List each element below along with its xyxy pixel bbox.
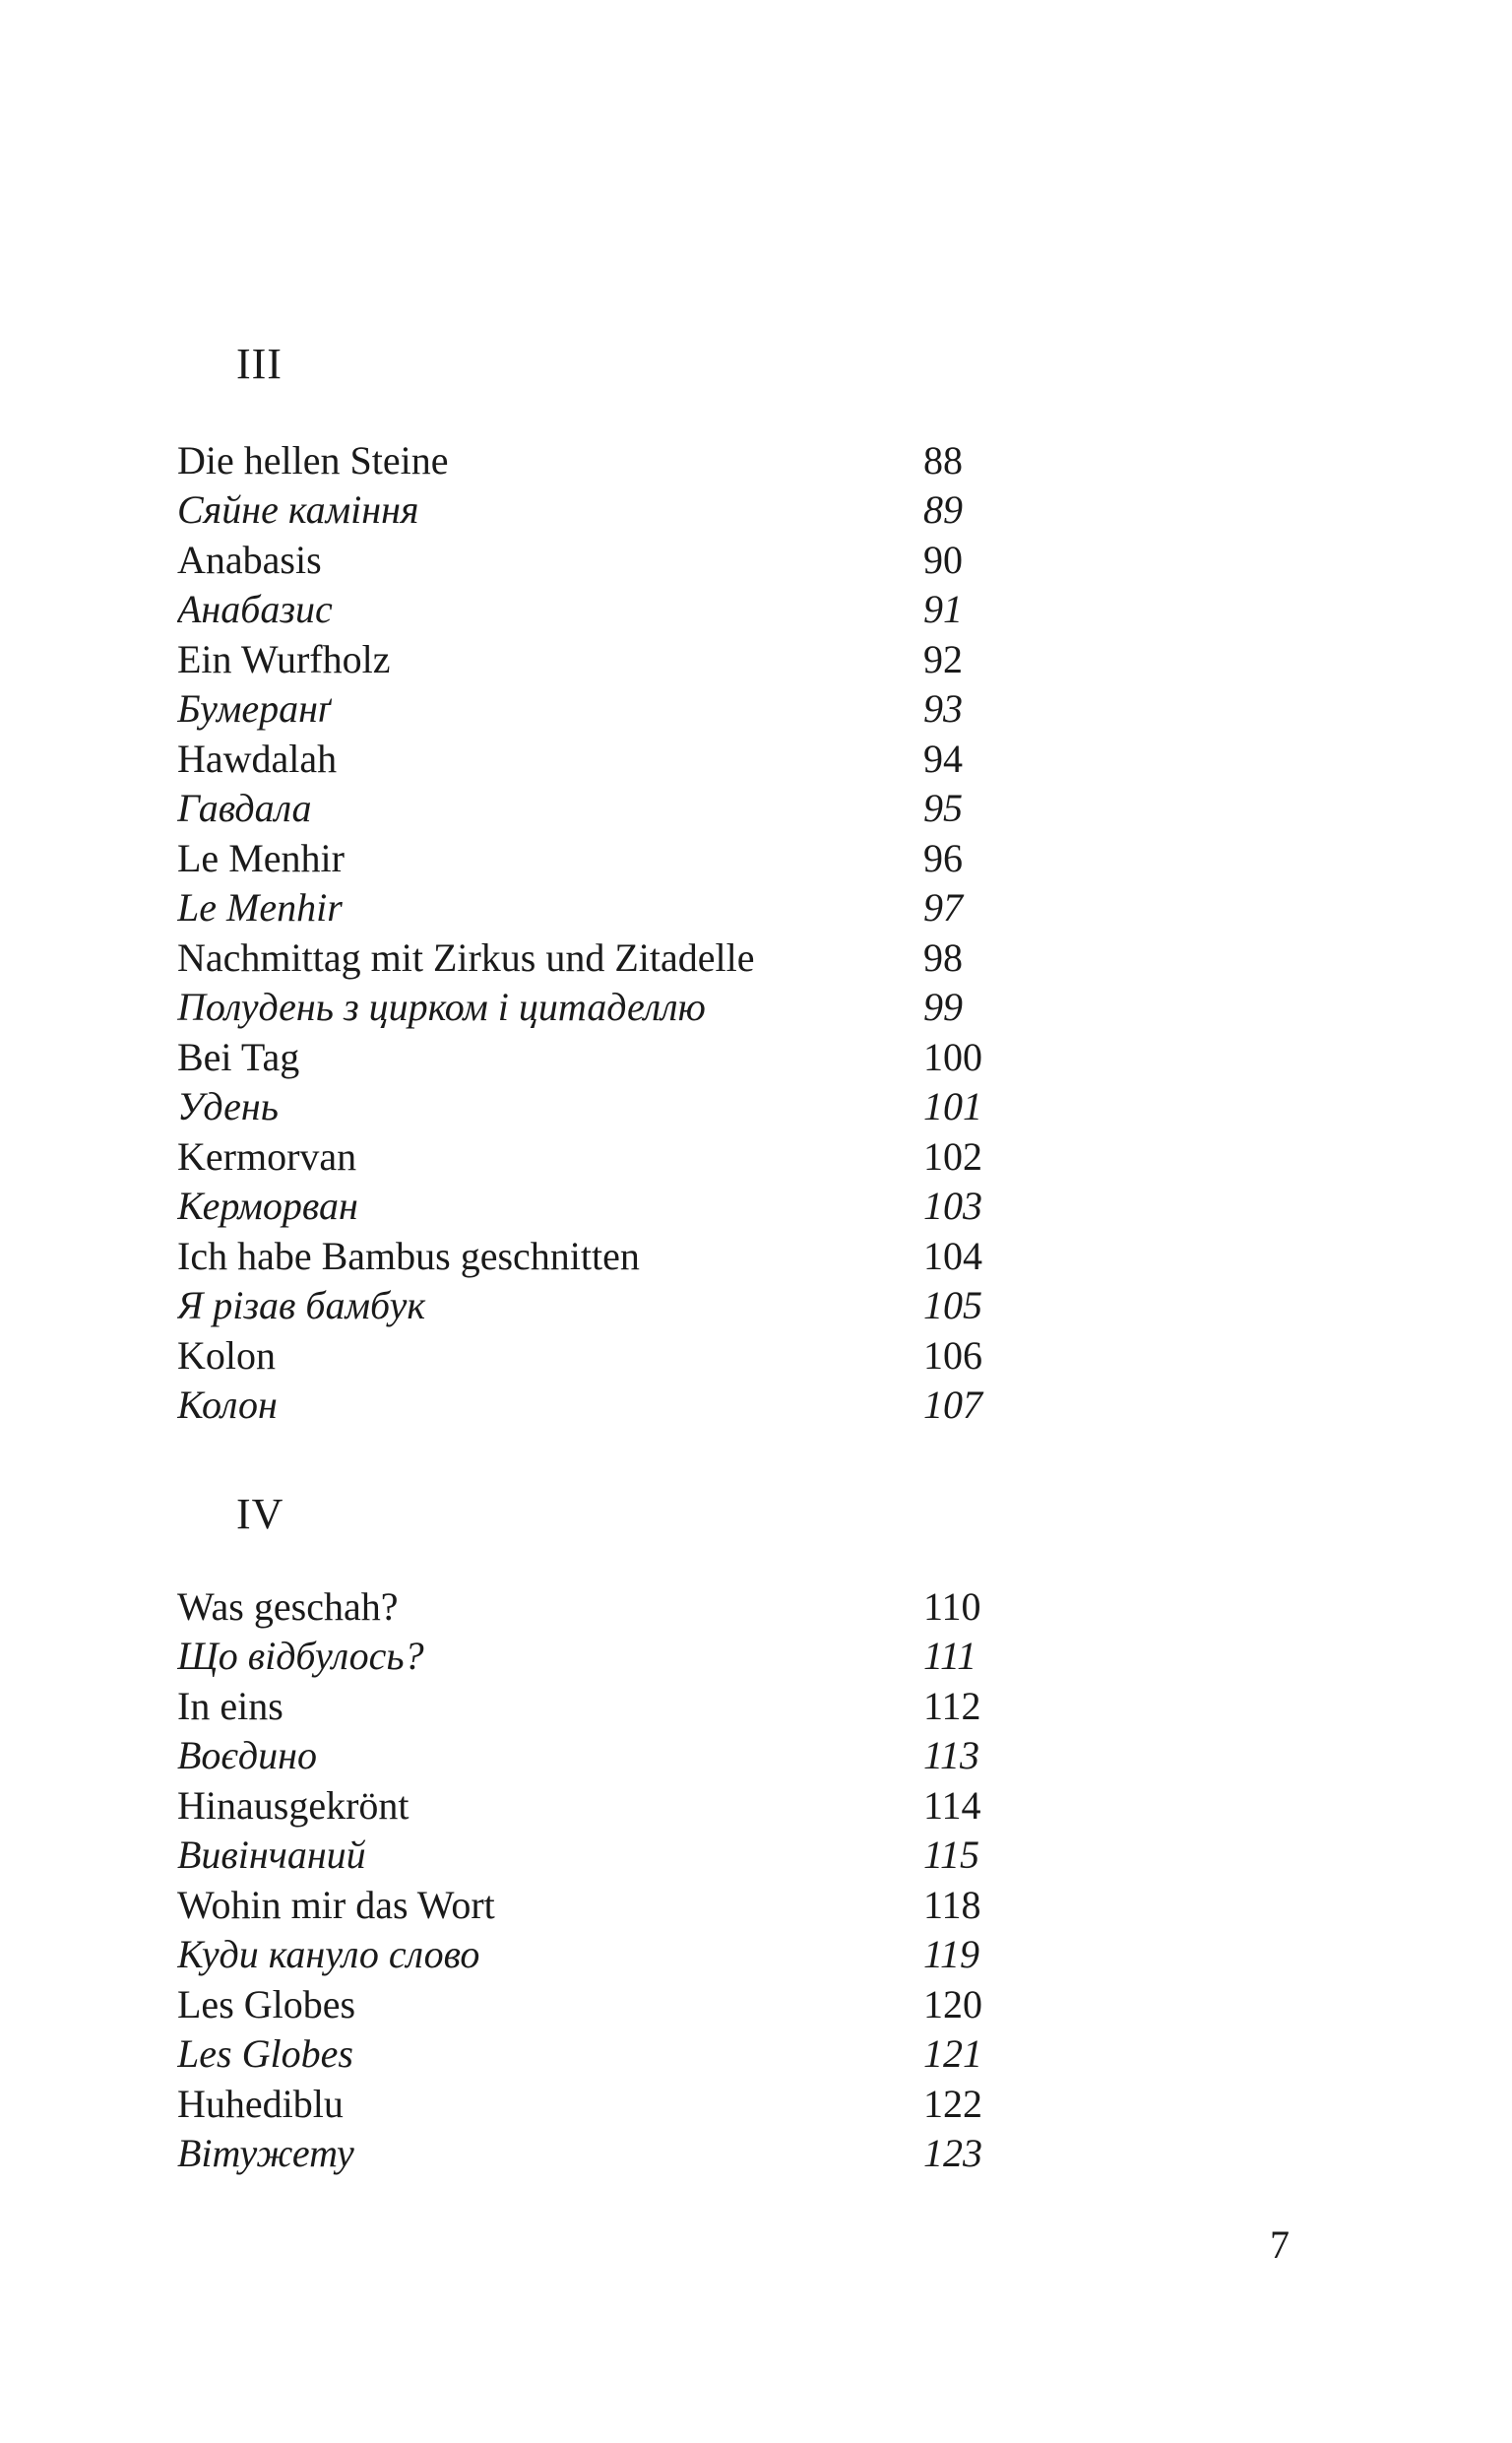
toc-entry-title: Les Globes — [177, 2031, 353, 2077]
section-heading-iv: IV — [236, 1490, 284, 1538]
toc-entry — [177, 585, 1024, 635]
toc-entry-page-number: 98 — [923, 934, 963, 980]
toc-entry-title: Anabasis — [177, 537, 322, 582]
toc-list-section-iii — [177, 435, 1024, 1430]
toc-entry — [177, 1731, 1024, 1781]
toc-entry — [177, 2129, 1024, 2179]
toc-entry — [177, 1681, 1024, 1731]
toc-entry-title: Hawdalah — [177, 736, 338, 781]
toc-entry — [177, 983, 1024, 1033]
toc-entry-title: Полудень з цирком і цитаделлю — [177, 985, 706, 1030]
toc-entry-title: Я різав бамбук — [177, 1283, 426, 1328]
toc-entry — [177, 1131, 1024, 1182]
toc-entry — [177, 1182, 1024, 1232]
toc-entry-title: Сяйне каміння — [177, 487, 419, 533]
toc-entry-title: Kermorvan — [177, 1133, 357, 1179]
toc-entry — [177, 1381, 1024, 1431]
toc-entry-title: Вивінчаний — [177, 1832, 366, 1878]
toc-entry — [177, 883, 1024, 933]
toc-list-section-iv — [177, 1581, 1024, 2178]
toc-entry-page-number: 120 — [923, 1981, 982, 2026]
toc-entry-title: Ich habe Bambus geschnitten — [177, 1233, 640, 1278]
toc-entry-title: Die hellen Steine — [177, 437, 449, 482]
toc-entry-page-number: 94 — [923, 736, 963, 781]
toc-entry — [177, 1880, 1024, 1930]
toc-entry-page-number: 101 — [923, 1084, 982, 1129]
toc-entry-page-number: 115 — [923, 1832, 980, 1878]
toc-entry — [177, 2029, 1024, 2080]
toc-entry-title: Керморван — [177, 1184, 358, 1229]
toc-entry-title: Удень — [177, 1084, 279, 1129]
toc-entry-page-number: 90 — [923, 537, 963, 582]
toc-entry — [177, 1032, 1024, 1082]
toc-entry — [177, 684, 1024, 735]
toc-entry-page-number: 99 — [923, 985, 963, 1030]
toc-entry-page-number: 102 — [923, 1133, 982, 1179]
toc-entry-page-number: 93 — [923, 686, 963, 732]
toc-entry-title: Гавдала — [177, 786, 312, 831]
toc-entry-title: Hinausgekrönt — [177, 1782, 410, 1828]
toc-entry-page-number: 103 — [923, 1184, 982, 1229]
toc-entry-page-number: 92 — [923, 636, 963, 681]
toc-entry — [177, 634, 1024, 684]
toc-entry — [177, 1231, 1024, 1281]
toc-entry — [177, 932, 1024, 983]
toc-entry-title: Bei Tag — [177, 1034, 300, 1079]
page-number: 7 — [1270, 2222, 1290, 2267]
toc-entry — [177, 1330, 1024, 1381]
toc-entry — [177, 1979, 1024, 2029]
toc-entry — [177, 1780, 1024, 1831]
toc-entry-title: Was geschah? — [177, 1583, 399, 1629]
toc-entry-title: Бумеранґ — [177, 686, 331, 732]
toc-entry-page-number: 88 — [923, 437, 963, 482]
toc-entry — [177, 535, 1024, 585]
toc-entry — [177, 1082, 1024, 1132]
toc-entry-title: Воєдино — [177, 1733, 317, 1778]
toc-entry-page-number: 107 — [923, 1382, 982, 1428]
toc-entry — [177, 1581, 1024, 1632]
toc-entry — [177, 1930, 1024, 1980]
toc-entry-page-number: 100 — [923, 1034, 982, 1079]
toc-entry-title: Ein Wurfholz — [177, 636, 391, 681]
toc-entry-page-number: 110 — [923, 1583, 981, 1629]
toc-entry-title: Huhediblu — [177, 2081, 344, 2126]
toc-entry-page-number: 104 — [923, 1233, 982, 1278]
toc-entry-title: Вітужету — [177, 2131, 354, 2176]
toc-entry-page-number: 113 — [923, 1733, 980, 1778]
toc-entry-title: Що відбулось? — [177, 1634, 424, 1679]
toc-entry-page-number: 105 — [923, 1283, 982, 1328]
toc-entry — [177, 485, 1024, 536]
section-heading-iii: III — [236, 340, 283, 388]
toc-entry-page-number: 97 — [923, 885, 963, 931]
toc-entry-page-number: 91 — [923, 587, 963, 632]
toc-entry-page-number: 95 — [923, 786, 963, 831]
toc-entry-title: Kolon — [177, 1332, 276, 1378]
toc-entry-title: Le Menhir — [177, 835, 345, 880]
toc-entry-title: Анабазис — [177, 587, 333, 632]
toc-entry-page-number: 89 — [923, 487, 963, 533]
toc-entry-page-number: 118 — [923, 1882, 981, 1927]
toc-entry-page-number: 112 — [923, 1683, 981, 1728]
toc-entry-title: Les Globes — [177, 1981, 356, 2026]
toc-entry — [177, 833, 1024, 883]
toc-entry-title: Nachmittag mit Zirkus und Zitadelle — [177, 934, 755, 980]
toc-entry-title: Wohin mir das Wort — [177, 1882, 495, 1927]
toc-entry — [177, 1831, 1024, 1881]
toc-entry — [177, 784, 1024, 834]
toc-entry — [177, 435, 1024, 485]
toc-entry-title: Куди кануло слово — [177, 1932, 480, 1977]
toc-entry-page-number: 106 — [923, 1332, 982, 1378]
toc-entry-page-number: 121 — [923, 2031, 982, 2077]
toc-entry — [177, 1281, 1024, 1331]
toc-entry — [177, 1632, 1024, 1682]
toc-entry-page-number: 114 — [923, 1782, 981, 1828]
toc-entry — [177, 734, 1024, 784]
toc-entry-page-number: 111 — [923, 1634, 977, 1679]
toc-entry-page-number: 123 — [923, 2131, 982, 2176]
toc-entry-page-number: 122 — [923, 2081, 982, 2126]
toc-entry-title: In eins — [177, 1683, 284, 1728]
toc-entry — [177, 2079, 1024, 2129]
toc-entry-title: Le Menhir — [177, 885, 343, 931]
toc-entry-title: Колон — [177, 1382, 278, 1428]
toc-entry-page-number: 96 — [923, 835, 963, 880]
toc-entry-page-number: 119 — [923, 1932, 980, 1977]
